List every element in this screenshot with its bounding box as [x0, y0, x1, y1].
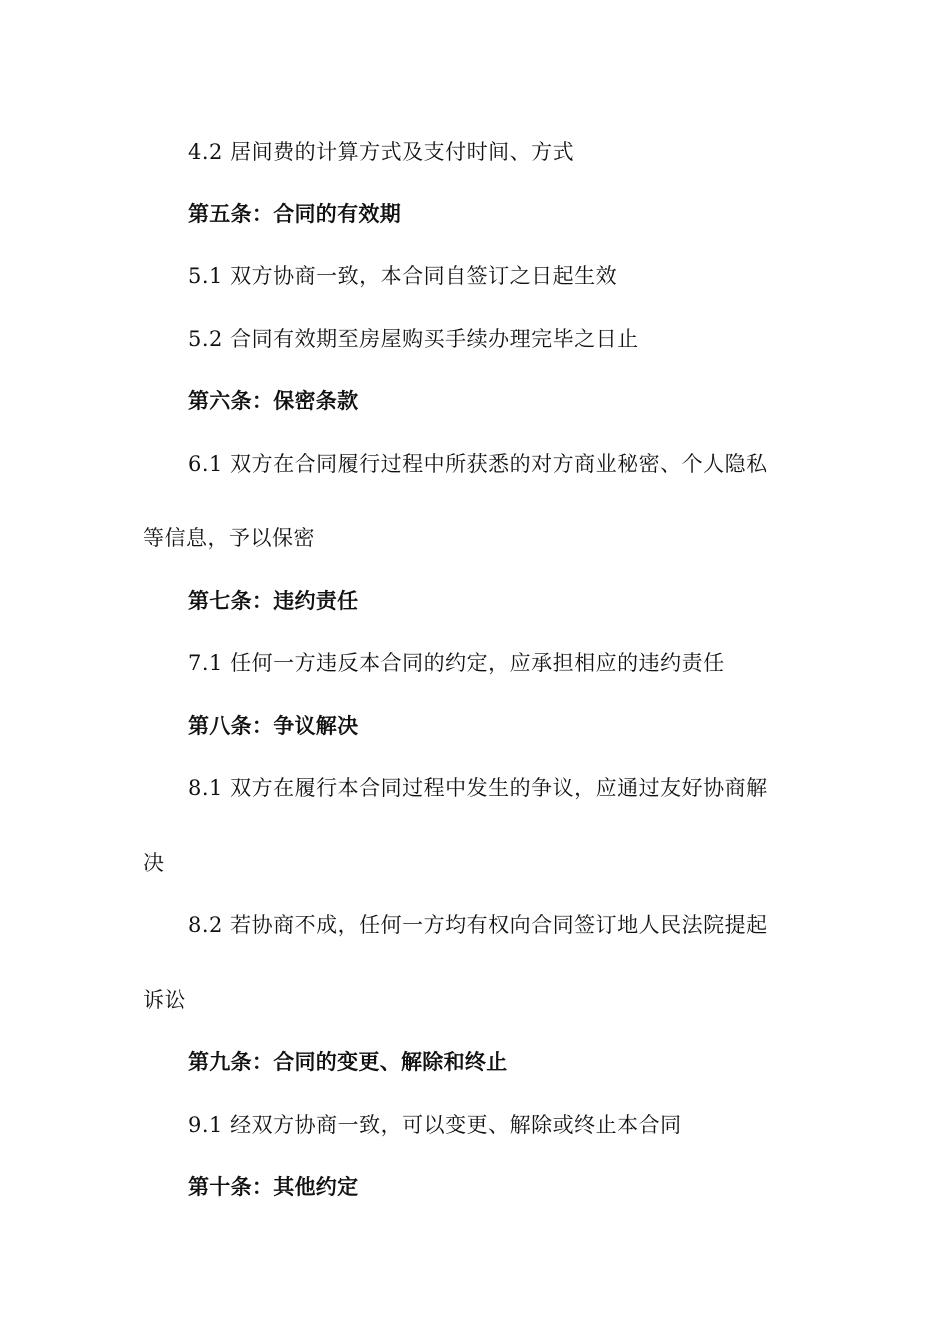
clause-6-1: 6.1 双方在合同履行过程中所获悉的对方商业秘密、个人隐私 — [188, 452, 768, 476]
clause-8-2-continued: 诉讼 — [143, 988, 186, 1012]
clause-7-1: 7.1 任何一方违反本合同的约定，应承担相应的违约责任 — [188, 651, 725, 675]
heading-article-7: 第七条：违约责任 — [188, 589, 359, 613]
clause-8-1-continued: 决 — [143, 851, 165, 875]
clause-5-2: 5.2 合同有效期至房屋购买手续办理完毕之日止 — [188, 327, 639, 351]
heading-article-10: 第十条：其他约定 — [188, 1175, 359, 1199]
heading-article-5: 第五条：合同的有效期 — [188, 202, 401, 226]
clause-5-1: 5.1 双方协商一致，本合同自签订之日起生效 — [188, 264, 618, 288]
heading-article-9: 第九条：合同的变更、解除和终止 — [188, 1050, 508, 1074]
clause-9-1: 9.1 经双方协商一致，可以变更、解除或终止本合同 — [188, 1113, 682, 1137]
clause-8-1: 8.1 双方在履行本合同过程中发生的争议，应通过友好协商解 — [188, 776, 768, 800]
clause-4-2: 4.2 居间费的计算方式及支付时间、方式 — [188, 140, 575, 164]
clause-6-1-continued: 等信息，予以保密 — [143, 526, 315, 550]
heading-article-8: 第八条：争议解决 — [188, 714, 359, 738]
clause-8-2: 8.2 若协商不成，任何一方均有权向合同签订地人民法院提起 — [188, 913, 768, 937]
heading-article-6: 第六条：保密条款 — [188, 389, 359, 413]
